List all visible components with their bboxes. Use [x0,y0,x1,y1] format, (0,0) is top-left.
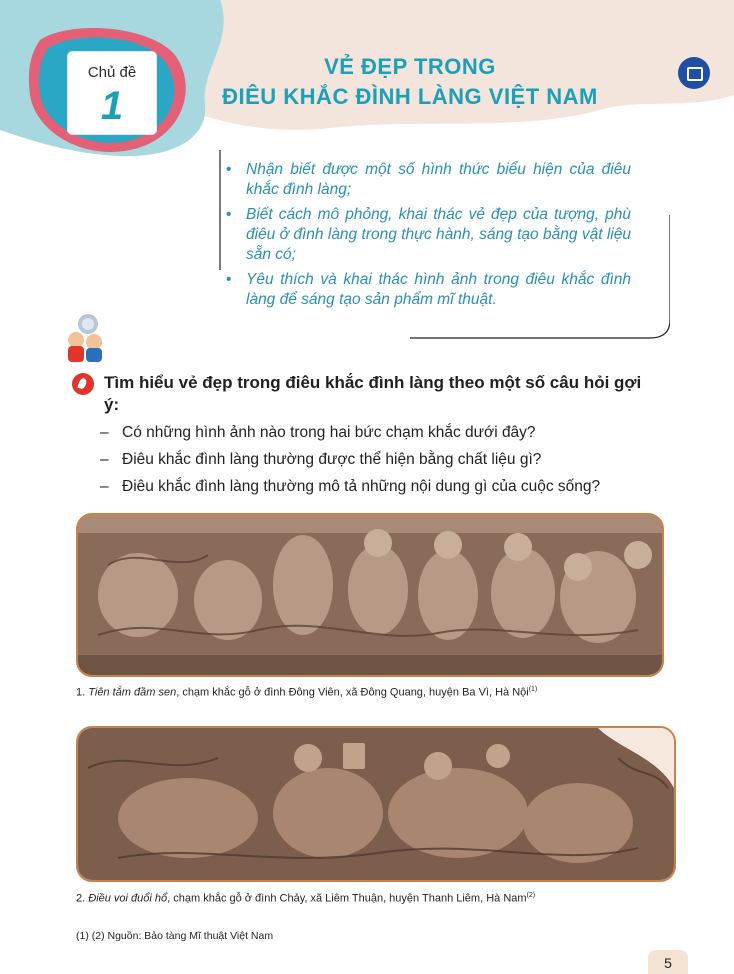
carving-image-1 [76,513,664,677]
task-title: Tìm hiểu vẻ đẹp trong điêu khắc đình làng theo một số câu hỏi gợi ý: [104,373,642,414]
caption-2: 2. Điều voi đuổi hổ, chạm khắc gỗ ở đình Chảy, xã Liêm Thuận, huyện Thanh Liêm, Hà Nam$^{(2)}$ [76,892,536,905]
objective-item: • Biết cách mô phỏng, khai thác vẻ đẹp của tượng, phù điêu ở đình làng trong thực hành, sáng tạo bằng vật liệu sẵn có; [226,205,631,265]
caption-1: 1. Tiên tắm đầm sen, chạm khắc gỗ ở đình Đông Viên, xã Đông Quang, huyện Ba Vì, Hà Nội$^{(1)}$ [76,686,538,699]
topic-number: 1 [100,84,124,128]
mascot-illustration [62,312,108,364]
page-number-tab [648,950,688,974]
page-title-line1: VẺ ĐẸP TRONG [324,54,496,79]
topic-card [68,52,156,134]
explore-icon [72,373,94,395]
footnote: (1) (2) Nguồn: Bảo tàng Mĩ thuật Việt Nam [76,930,274,942]
objective-item: • Yêu thích và khai thác hình ảnh trong điêu khắc đình làng để sáng tạo sản phẩm mĩ thuật. [226,270,631,310]
question-item: – Có những hình ảnh nào trong hai bức chạm khắc dưới đây? [100,424,536,441]
objectives-list [226,160,631,315]
question-item: – Điêu khắc đình làng thường được thể hiện bằng chất liệu gì? [100,451,542,468]
topic-label: Chủ đề [87,64,137,81]
book-icon[interactable] [678,57,710,89]
question-item: – Điêu khắc đình làng thường mô tả những nội dung gì của cuộc sống? [100,478,601,495]
objective-item: • Nhận biết được một số hình thức biểu hiện của điêu khắc đình làng; [226,160,631,200]
page-number: 5 [664,955,672,971]
carving-image-2 [76,726,676,882]
page-title-line2: ĐIÊU KHẮC ĐÌNH LÀNG VIỆT NAM [222,84,598,109]
